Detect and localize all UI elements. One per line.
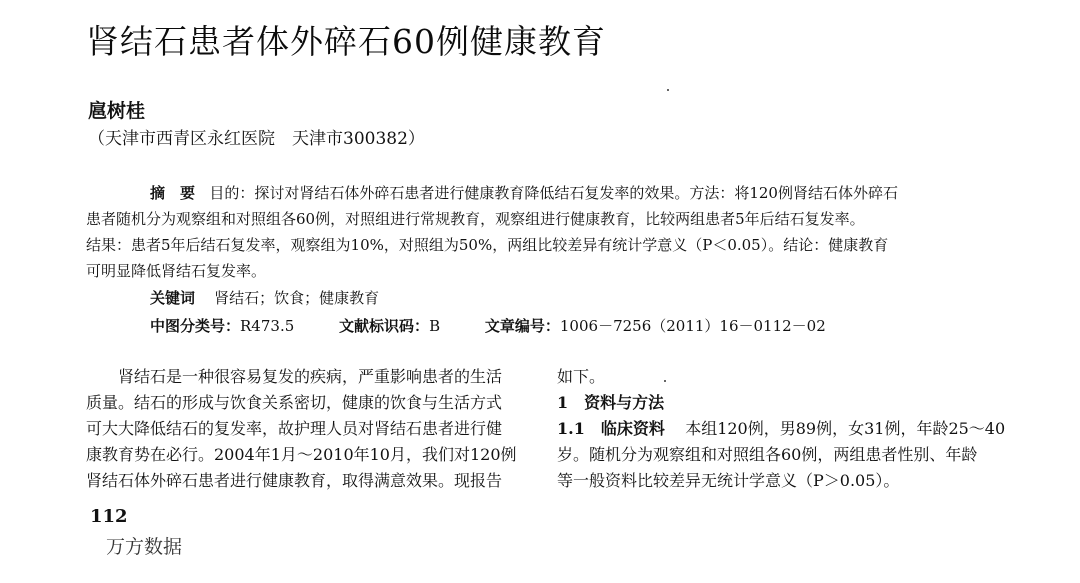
abstract [86, 180, 1006, 284]
body-line: 如下。 [557, 367, 606, 386]
body-line: 肾结石体外碎石患者进行健康教育，取得满意效果。现报告 [86, 471, 503, 490]
keywords-label: 关键词 [150, 289, 196, 307]
body-right-column [557, 364, 1007, 494]
keywords [150, 287, 379, 308]
section-heading: 1 资料与方法 [557, 393, 665, 412]
body-line: 岁。随机分为观察组和对照组各60例，两组患者性别、年龄 [557, 445, 978, 464]
abstract-line: 患者随机分为观察组和对照组各60例，对照组进行常规教育，观察组进行健康教育，比较两组患者5年后结石复发率。 [86, 210, 865, 228]
abstract-line [86, 180, 1006, 206]
doc-code-value: B [429, 317, 441, 335]
article-id-label: 文章编号： [484, 317, 560, 335]
abstract-line: 结果：患者5年后结石复发率，观察组为10%，对照组为50%，两组比较差异有统计学意义（P＜0.05）。结论：健康教育 [86, 236, 889, 254]
scan-speck [667, 89, 669, 91]
body-line: 可大大降低结石的复发率，故护理人员对肾结石患者进行健 [86, 419, 503, 438]
body-line: 质量。结石的形成与饮食关系密切，健康的饮食与生活方式 [86, 393, 503, 412]
body-line: 肾结石是一种很容易复发的疾病，严重影响患者的生活 [118, 367, 503, 386]
author-name: 扈树桂 [88, 100, 146, 122]
page-number: 112 [90, 506, 128, 527]
body-line: 康教育势在必行。2004年1月～2010年10月，我们对120例 [86, 445, 517, 464]
article-title: 肾结石患者体外碎石60例健康教育 [86, 22, 606, 61]
keywords-value: 肾结石；饮食；健康教育 [214, 289, 380, 307]
abstract-text: 目的：探讨对肾结石体外碎石患者进行健康教育降低结石复发率的效果。方法：将120例肾结石体外碎石 [209, 184, 898, 202]
body-line: 等一般资料比较差异无统计学意义（P＞0.05）。 [557, 471, 900, 490]
clc-label: 中图分类号： [150, 317, 241, 335]
abstract-line: 可明显降低肾结石复发率。 [86, 262, 267, 280]
doc-code-label: 文献标识码： [339, 317, 430, 335]
author-affiliation: （天津市西青区永红医院 天津市300382） [88, 129, 425, 149]
body-left-column [86, 364, 526, 494]
abstract-label: 摘 要 [150, 184, 196, 202]
body-line [557, 416, 1007, 442]
article-id-value: 1006－7256（2011）16－0112－02 [559, 317, 826, 335]
clc-value: R473.5 [240, 317, 295, 335]
watermark: 万方数据 [106, 536, 183, 558]
subsection-heading: 1.1 临床资料 [557, 419, 665, 438]
classification-line [150, 315, 826, 336]
body-text: 本组120例，男89例，女31例，年龄25～40 [685, 419, 1006, 438]
scan-speck [664, 380, 666, 382]
